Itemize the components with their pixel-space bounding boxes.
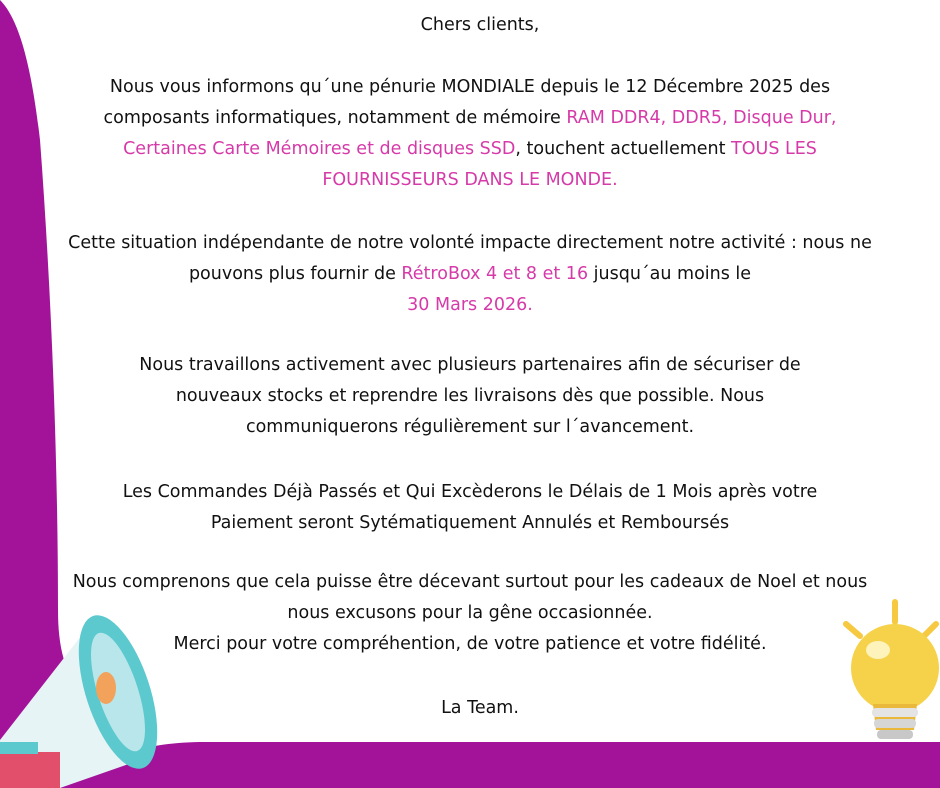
greeting: Chers clients, (420, 15, 540, 35)
paragraph-partners: Nous travaillons activement avec plusieurs partenaires afin de sécuriser de nouveaux stocks et reprendre les livraisons dès que possible. Nous communiquerons régulièrement sur l´avancement. (139, 355, 801, 437)
paragraph-impact: Cette situation indépendante de notre volonté impacte directement notre activité : nous ne pouvons plus fournir de RétroBox 4 et 8 et 16 jusqu´au moins le 30 Mars 2026. (68, 233, 872, 315)
paragraph-shortage: Nous vous informons qu´une pénurie MONDIALE depuis le 12 Décembre 2025 des composants informatiques, notamment de mémoire RAM DDR4, DDR5, Disque Dur, Certaines Carte Mémoires et de disques SSD, touchent actuellement TOUS LES FOURNISSEURS DANS LE MONDE. (103, 77, 837, 190)
paragraph-apology: Nous comprenons que cela puisse être décevant surtout pour les cadeaux de Noel et nous nous excusons pour la gêne occasionnée. Merci pour votre compréhention, de votre patience et votre fidélité. (72, 572, 868, 654)
highlight-date: 30 Mars 2026. (407, 295, 533, 315)
highlight-components: RAM DDR4, DDR5, Disque Dur, Certaines Carte Mémoires et de disques SSD (123, 108, 837, 159)
highlight-suppliers: TOUS LES FOURNISSEURS DANS LE MONDE. (322, 139, 817, 190)
signature: La Team. (441, 698, 519, 718)
paragraph-orders: Les Commandes Déjà Passés et Qui Excèderons le Délais de 1 Mois après votre Paiement seront Sytématiquement Annulés et Remboursés (122, 482, 818, 533)
highlight-retrobox: RétroBox 4 et 8 et 16 (401, 264, 589, 284)
